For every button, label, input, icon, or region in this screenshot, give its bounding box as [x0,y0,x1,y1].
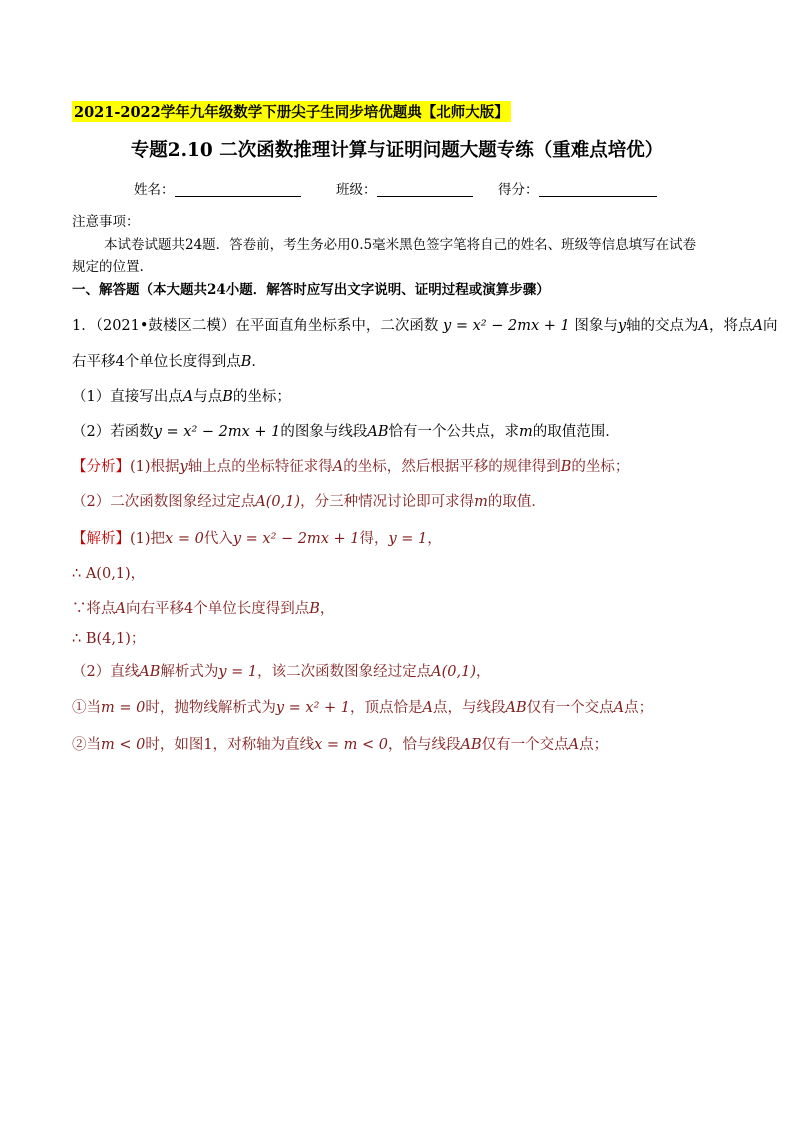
text: (1)根据 [130,459,180,475]
text: 图象与 [574,318,618,334]
var: B [240,354,252,370]
var: A [332,459,344,475]
text: （2）直线 [72,664,140,680]
var: AB [139,664,161,680]
text: 的坐标； [232,389,291,405]
text: ． [251,354,266,370]
formula: y = x² − 2mx + 1 [232,531,360,547]
var: A [182,389,194,405]
notice-heading: 注意事项： [72,214,140,230]
text: ， [427,531,442,547]
page-title: 专题2.10 二次函数推理计算与证明问题大题专练（重难点培优） [130,140,664,161]
text: 轴上点的坐标特征求得 [187,459,333,475]
text: 向 [763,318,778,334]
formula: y = 1 [218,664,258,680]
formula: A(0,1) [431,664,477,680]
text: 的图象与线段 [280,424,368,440]
text: 与点 [193,389,223,405]
formula: y = x² + 1 [275,700,350,716]
score-label: 得分： [498,182,539,198]
var: A [613,700,625,716]
var: m [519,424,533,440]
text: ，将点 [709,318,753,334]
solution-case-1 [72,696,653,717]
var: A [568,737,580,753]
var: B [309,601,320,617]
text: ，分三种情况讨论即可求得 [300,494,475,510]
formula: y = 1 [388,531,428,547]
var: AB [460,737,482,753]
text: 右平移4个单位长度得到点 [72,354,241,370]
score-blank [539,182,657,197]
question-1-part-1 [72,385,291,406]
score-field [498,178,657,198]
text: 向右平移4个单位长度得到点 [125,601,310,617]
text: 得， [359,531,389,547]
text: 的取值． [487,494,546,510]
formula: m < 0 [101,737,146,753]
analysis-line-1 [72,455,629,476]
class-field [336,178,473,198]
text: 的取值范围． [532,424,620,440]
var: B [560,459,572,475]
solution-line-3 [72,597,334,618]
text: （1）直接写出点 [72,389,183,405]
text: ①当 [72,700,101,716]
formula: y = x² − 2mx + 1 [443,318,570,334]
formula: y = x² − 2mx + 1 [153,424,281,440]
series-banner: 2021-2022学年九年级数学下册尖子生同步培优题典【北师大版】 [72,101,511,122]
text: 仅有一个交点 [526,700,614,716]
text: ， [319,601,335,617]
var: B [222,389,233,405]
class-blank [377,182,473,197]
text: （2）二次函数图象经过定点 [72,494,256,510]
analysis-line-2 [72,490,546,511]
text: ，恰与线段 [387,737,461,753]
notice-body-1: 本试卷试题共24题．答卷前，考生务必用0.5毫米黑色签字笔将自己的姓名、班级等信息填写在试卷 [104,237,697,253]
var: A [698,318,710,334]
solution-line-4: ∴ B(4,1)； [72,631,146,647]
var: AB [505,700,527,716]
question-1-line-1 [72,314,778,335]
var: A [752,318,763,334]
notice-body-2: 规定的位置. [72,259,144,275]
name-blank [175,182,301,197]
text: 点； [579,737,609,753]
text: 的坐标； [571,459,630,475]
text: 点，与线段 [432,700,506,716]
text: ，该二次函数图象经过定点 [257,664,432,680]
name-label: 姓名： [134,182,175,198]
question-1-line-2 [72,350,266,371]
var: A [422,700,433,716]
text: 点； [624,700,654,716]
class-label: 班级： [336,182,377,198]
formula: x = m < 0 [314,737,388,753]
var: AB [367,424,389,440]
text: 仅有一个交点 [481,737,569,753]
text: （2）若函数 [72,424,154,440]
var: y [617,318,627,334]
text: 1．（2021•鼓楼区二模）在平面直角坐标系中，二次函数 [72,318,439,334]
var: y [179,459,188,475]
text: ， [476,664,491,680]
name-field [134,178,301,198]
text: 轴的交点为 [626,318,699,334]
text: 解析式为 [160,664,219,680]
var: m [474,494,488,510]
solution-line-2: ∴ A(0,1)， [72,566,146,582]
solution-line-5 [72,660,491,681]
formula: A(0,1) [255,494,301,510]
question-1-part-2 [72,420,620,441]
analysis-tag: 【分析】 [72,459,130,475]
text: 代入 [203,531,233,547]
text: 时，如图1，对称轴为直线 [145,737,315,753]
text: 的坐标，然后根据平移的规律得到 [343,459,561,475]
text: ∵将点 [72,601,116,617]
solution-case-2 [72,733,608,754]
text: 恰有一个公共点，求 [388,424,520,440]
text: ②当 [72,737,101,753]
text: (1)把 [130,531,166,547]
formula: m = 0 [101,700,146,716]
text: ，顶点恰是 [350,700,423,716]
solution-line-1 [72,527,442,548]
section-heading: 一、解答题（本大题共24小题．解答时应写出文字说明、证明过程或演算步骤） [72,282,550,298]
solution-tag: 【解析】 [72,531,130,547]
var: A [115,601,126,617]
text: 时，抛物线解析式为 [145,700,276,716]
formula: x = 0 [165,531,204,547]
